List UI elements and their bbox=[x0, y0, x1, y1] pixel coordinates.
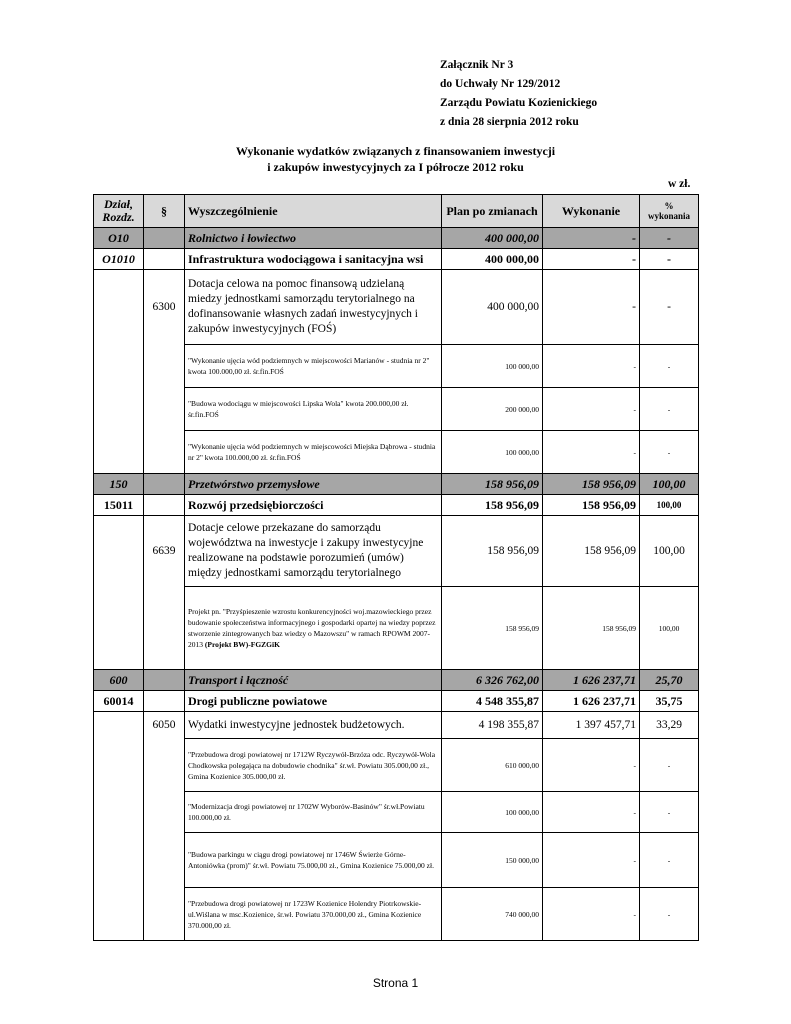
cell-plan: 400 000,00 bbox=[442, 249, 543, 270]
expenditure-table bbox=[93, 194, 699, 941]
attachment-header bbox=[440, 56, 597, 132]
cell-plan: 400 000,00 bbox=[442, 270, 543, 345]
cell-plan: 158 956,09 bbox=[442, 516, 543, 587]
cell-execution: 158 956,09 bbox=[543, 587, 640, 670]
cell-dzial: 600 bbox=[94, 670, 144, 691]
cell-paragraph: 6050 bbox=[144, 712, 185, 739]
cell-dzial bbox=[94, 712, 144, 739]
cell-plan: 100 000,00 bbox=[442, 345, 543, 388]
cell-plan: 200 000,00 bbox=[442, 388, 543, 431]
cell-description: Infrastruktura wodociągowa i sanitacyjna wsi bbox=[185, 249, 442, 270]
cell-dzial bbox=[94, 888, 144, 941]
cell-dzial bbox=[94, 833, 144, 888]
title-line-2: i zakupów inwestycyjnych za I półrocze 2012 roku bbox=[267, 160, 524, 174]
cell-execution: - bbox=[543, 270, 640, 345]
cell-plan: 158 956,09 bbox=[442, 587, 543, 670]
task-row bbox=[94, 431, 699, 474]
header-line-3: Zarządu Powiatu Kozienickiego bbox=[440, 97, 598, 109]
cell-percent: - bbox=[640, 270, 699, 345]
cell-plan: 158 956,09 bbox=[442, 495, 543, 516]
cell-description: Dotacja celowa na pomoc finansową udzielaną miedzy jednostkami samorządu terytorialnego na dofinansowanie własnych zadań inwestycyjnych i zakupów inwestycyjnych (FOŚ) bbox=[185, 270, 442, 345]
cell-dzial bbox=[94, 739, 144, 792]
section-row bbox=[94, 670, 699, 691]
task-row bbox=[94, 792, 699, 833]
title-line-1: Wykonanie wydatków związanych z finansowaniem inwestycji bbox=[235, 144, 556, 158]
task-row bbox=[94, 388, 699, 431]
page-footer: Strona 1 bbox=[372, 976, 419, 990]
cell-dzial bbox=[94, 388, 144, 431]
cell-paragraph bbox=[144, 587, 185, 670]
task-row bbox=[94, 345, 699, 388]
col-header-description: Wyszczególnienie bbox=[185, 195, 442, 228]
paragraph-row bbox=[94, 270, 699, 345]
cell-plan: 158 956,09 bbox=[442, 474, 543, 495]
cell-percent: - bbox=[640, 345, 699, 388]
section-row bbox=[94, 228, 699, 249]
description-text: Projekt pn. "Przyśpieszenie wzrostu konkurencyjności woj.mazowieckiego przez budowanie społeczeństwa informacyjnego i gospodarki opartej na wiedzy poprzez stworzenie zintegrowanych baz wiedzy o Mazowszu" w ramach RPOWM 2007-2013 bbox=[188, 607, 436, 649]
cell-plan: 150 000,00 bbox=[442, 833, 543, 888]
cell-dzial: 60014 bbox=[94, 691, 144, 712]
header-line-2: do Uchwały Nr 129/2012 bbox=[440, 78, 561, 90]
cell-paragraph bbox=[144, 833, 185, 888]
paragraph-row bbox=[94, 712, 699, 739]
cell-plan: 100 000,00 bbox=[442, 792, 543, 833]
cell-paragraph bbox=[144, 345, 185, 388]
cell-execution: - bbox=[543, 888, 640, 941]
cell-dzial: O1010 bbox=[94, 249, 144, 270]
cell-paragraph bbox=[144, 474, 185, 495]
cell-percent: 33,29 bbox=[640, 712, 699, 739]
cell-percent: 35,75 bbox=[640, 691, 699, 712]
cell-dzial: 150 bbox=[94, 474, 144, 495]
cell-execution: - bbox=[543, 792, 640, 833]
cell-description: Wydatki inwestycyjne jednostek budżetowych. bbox=[185, 712, 442, 739]
cell-dzial bbox=[94, 516, 144, 587]
cell-percent: - bbox=[640, 388, 699, 431]
cell-paragraph bbox=[144, 792, 185, 833]
cell-dzial: 15011 bbox=[94, 495, 144, 516]
cell-percent: - bbox=[640, 228, 699, 249]
cell-description: "Wykonanie ujęcia wód podziemnych w miejscowości Miejska Dąbrowa - studnia nr 2" kwota 100.000,00 zł. śr.fin.FOŚ bbox=[185, 431, 442, 474]
cell-plan: 400 000,00 bbox=[442, 228, 543, 249]
cell-plan: 610 000,00 bbox=[442, 739, 543, 792]
cell-description bbox=[185, 587, 442, 670]
col-header-execution: Wykonanie bbox=[543, 195, 640, 228]
cell-description: Rolnictwo i łowiectwo bbox=[185, 228, 442, 249]
col-header-dzial: Dział, Rozdz. bbox=[94, 195, 144, 228]
cell-paragraph bbox=[144, 888, 185, 941]
cell-plan: 6 326 762,00 bbox=[442, 670, 543, 691]
cell-plan: 4 548 355,87 bbox=[442, 691, 543, 712]
cell-percent: - bbox=[640, 888, 699, 941]
cell-execution: - bbox=[543, 228, 640, 249]
cell-description: Transport i łączność bbox=[185, 670, 442, 691]
chapter-row bbox=[94, 691, 699, 712]
cell-dzial bbox=[94, 270, 144, 345]
cell-execution: - bbox=[543, 431, 640, 474]
cell-percent: 100,00 bbox=[640, 516, 699, 587]
cell-description: "Wykonanie ujęcia wód podziemnych w miejscowości Marianów - studnia nr 2" kwota 100.000,00 zł. śr.fin.FOŚ bbox=[185, 345, 442, 388]
cell-execution: 1 626 237,71 bbox=[543, 691, 640, 712]
cell-description: "Przebudowa drogi powiatowej nr 1723W Kozienice Holendry Piotrkowskie-ul.Wiślana w msc.Kozienice, śr.wł. Powiatu 370.000,00 zł., Gmina Kozienice 370.000,00 zł. bbox=[185, 888, 442, 941]
cell-description: "Budowa parkingu w ciągu drogi powiatowej nr 1746W Świerże Górne-Antoniówka (prom)" śr.wł. Powiatu 75.000,00 zł., Gmina Kozienice 75.000,00 zł. bbox=[185, 833, 442, 888]
cell-execution: 1 397 457,71 bbox=[543, 712, 640, 739]
cell-plan: 100 000,00 bbox=[442, 431, 543, 474]
cell-execution: 158 956,09 bbox=[543, 474, 640, 495]
table-header-row bbox=[94, 195, 699, 228]
cell-execution: - bbox=[543, 388, 640, 431]
cell-paragraph bbox=[144, 739, 185, 792]
task-row bbox=[94, 739, 699, 792]
cell-percent: - bbox=[640, 833, 699, 888]
cell-dzial bbox=[94, 345, 144, 388]
cell-percent: 100,00 bbox=[640, 495, 699, 516]
currency-unit: w zł. bbox=[668, 178, 691, 190]
header-line-4: z dnia 28 sierpnia 2012 roku bbox=[440, 116, 579, 128]
cell-plan: 740 000,00 bbox=[442, 888, 543, 941]
cell-description: "Budowa wodociągu w miejscowości Lipska Wola" kwota 200.000,00 zł. śr.fin.FOŚ bbox=[185, 388, 442, 431]
cell-dzial: O10 bbox=[94, 228, 144, 249]
cell-plan: 4 198 355,87 bbox=[442, 712, 543, 739]
col-header-percent: % wykonania bbox=[640, 195, 699, 228]
cell-paragraph bbox=[144, 249, 185, 270]
cell-percent: - bbox=[640, 249, 699, 270]
cell-description: Drogi publiczne powiatowe bbox=[185, 691, 442, 712]
cell-paragraph bbox=[144, 388, 185, 431]
col-header-paragraph: § bbox=[144, 195, 185, 228]
col-header-plan: Plan po zmianach bbox=[442, 195, 543, 228]
cell-percent: 100,00 bbox=[640, 587, 699, 670]
cell-percent: 25,70 bbox=[640, 670, 699, 691]
header-line-1: Załącznik Nr 3 bbox=[440, 59, 514, 71]
cell-description: Przetwórstwo przemysłowe bbox=[185, 474, 442, 495]
cell-dzial bbox=[94, 587, 144, 670]
cell-execution: 1 626 237,71 bbox=[543, 670, 640, 691]
cell-description: "Modernizacja drogi powiatowej nr 1702W Wyborów-Basinów" śr.wł.Powiatu 100.000,00 zł. bbox=[185, 792, 442, 833]
cell-description: Dotacje celowe przekazane do samorządu województwa na inwestycje i zakupy inwestycyjne realizowane na podstawie porozumień (umów) między jednostkami samorządu terytorialnego bbox=[185, 516, 442, 587]
cell-paragraph: 6300 bbox=[144, 270, 185, 345]
chapter-row bbox=[94, 249, 699, 270]
cell-dzial bbox=[94, 792, 144, 833]
table-body bbox=[94, 195, 699, 941]
cell-paragraph bbox=[144, 691, 185, 712]
cell-execution: - bbox=[543, 345, 640, 388]
cell-paragraph: 6639 bbox=[144, 516, 185, 587]
cell-execution: 158 956,09 bbox=[543, 516, 640, 587]
document-title bbox=[0, 143, 791, 175]
task-row bbox=[94, 587, 699, 670]
cell-description: "Przebudowa drogi powiatowej nr 1712W Ryczywół-Brzóza odc. Ryczywół-Wola Chodkowska polegająca na dobudowie chodnika" śr.wł. Powiatu 305.000,00 zł., Gmina Kozienice 305.000,00 zł. bbox=[185, 739, 442, 792]
cell-paragraph bbox=[144, 495, 185, 516]
paragraph-row bbox=[94, 516, 699, 587]
task-row bbox=[94, 833, 699, 888]
cell-execution: - bbox=[543, 249, 640, 270]
cell-dzial bbox=[94, 431, 144, 474]
chapter-row bbox=[94, 495, 699, 516]
cell-percent: 100,00 bbox=[640, 474, 699, 495]
project-code: (Projekt BW)-FGZGiK bbox=[204, 640, 280, 649]
cell-description: Rozwój przedsiębiorczości bbox=[185, 495, 442, 516]
cell-execution: - bbox=[543, 739, 640, 792]
cell-execution: 158 956,09 bbox=[543, 495, 640, 516]
task-row bbox=[94, 888, 699, 941]
cell-execution: - bbox=[543, 833, 640, 888]
cell-percent: - bbox=[640, 431, 699, 474]
cell-paragraph bbox=[144, 670, 185, 691]
cell-percent: - bbox=[640, 792, 699, 833]
cell-paragraph bbox=[144, 228, 185, 249]
cell-paragraph bbox=[144, 431, 185, 474]
cell-percent: - bbox=[640, 739, 699, 792]
section-row bbox=[94, 474, 699, 495]
